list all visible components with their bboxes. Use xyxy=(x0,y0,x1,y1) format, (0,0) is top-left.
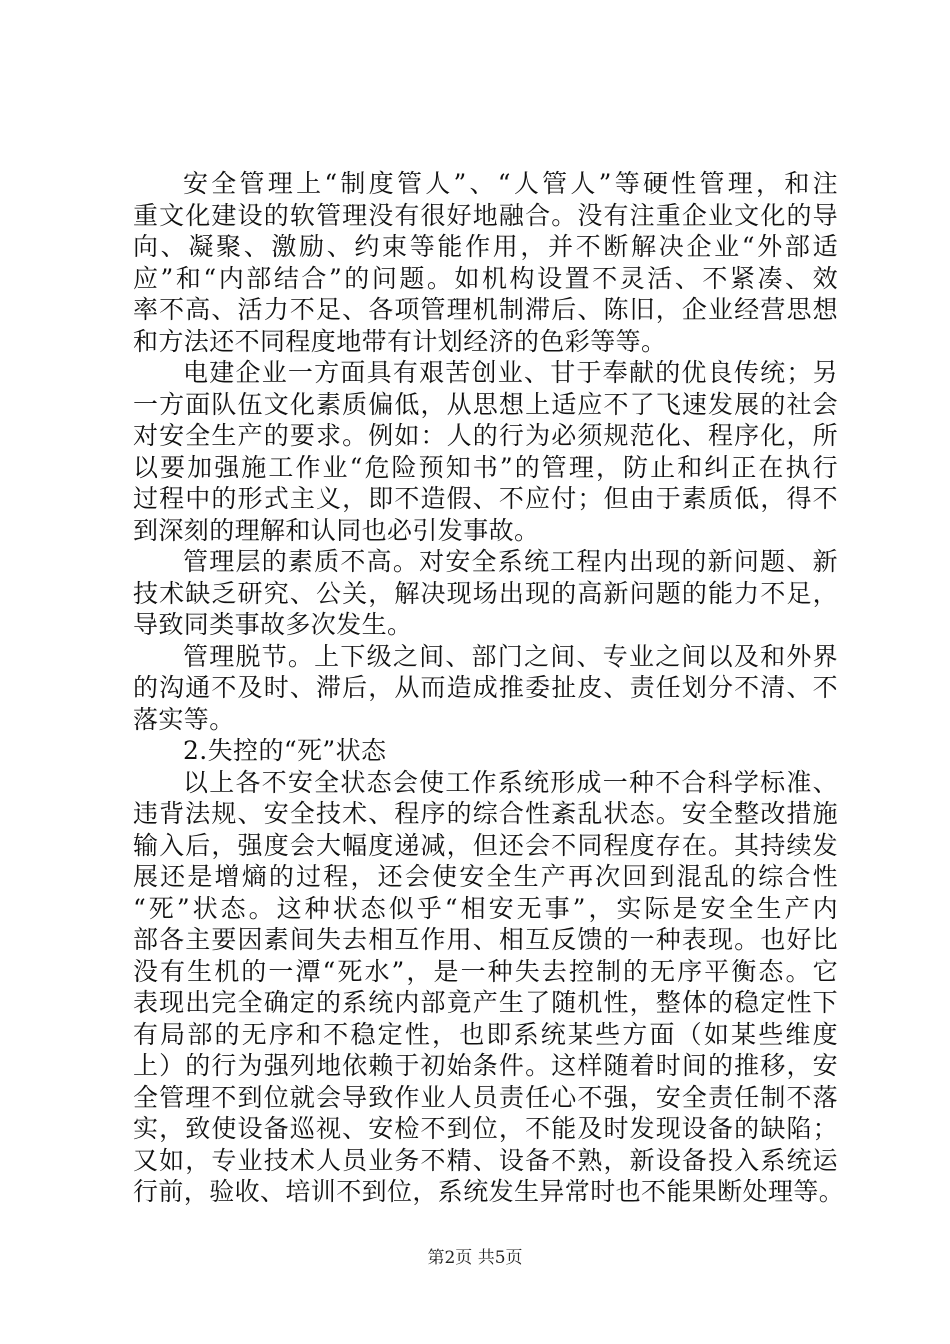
text-line: 实，致使设备巡视、安检不到位，不能及时发现设备的缺陷； xyxy=(133,1114,838,1143)
text-line: 没有生机的一潭“死水”，是一种失去控制的无序平衡态。它 xyxy=(133,956,838,986)
text-line: 展还是增熵的过程，还会使安全生产再次回到混乱的综合性 xyxy=(133,862,838,891)
text-line: 全管理不到位就会导致作业人员责任心不强，安全责任制不落 xyxy=(133,1082,838,1112)
text-line: 部各主要因素间失去相互作用、相互反馈的一种表现。也好比 xyxy=(133,925,838,954)
text-line: 落实等。 xyxy=(133,704,235,734)
text-line: 重文化建设的软管理没有很好地融合。没有注重企业文化的导 xyxy=(133,200,838,230)
text-line: 技术缺乏研究、公关，解决现场出现的高新问题的能力不足， xyxy=(133,578,838,608)
page-indicator: 第2页 共5页 xyxy=(427,1248,523,1268)
text-line: 行前，验收、培训不到位，系统发生异常时也不能果断处理等。 xyxy=(133,1177,845,1206)
text-line: 应”和“内部结合”的问题。如机构设置不灵活、不紧凑、效 xyxy=(133,263,838,293)
text-line: 以上各不安全状态会使工作系统形成一种不合科学标准、 xyxy=(183,767,838,797)
text-line: 电建企业一方面具有艰苦创业、甘于奉献的优良传统；另 xyxy=(183,358,838,387)
text-line: 上）的行为强列地依赖于初始条件。这样随着时间的推移，安 xyxy=(133,1051,838,1080)
text-line: 输入后，强度会大幅度递减，但还会不同程度存在。其持续发 xyxy=(133,830,838,860)
text-line: 管理层的素质不高。对安全系统工程内出现的新问题、新 xyxy=(183,547,838,576)
text-line: 对安全生产的要求。例如：人的行为必须规范化、程序化，所 xyxy=(133,421,838,450)
text-line: 一方面队伍文化素质偏低，从思想上适应不了飞速发展的社会 xyxy=(133,389,838,419)
text-line: 管理脱节。上下级之间、部门之间、专业之间以及和外界 xyxy=(183,641,838,671)
text-line: 违背法规、安全技术、程序的综合性紊乱状态。安全整改措施 xyxy=(133,799,838,828)
text-line: 到深刻的理解和认同也必引发事故。 xyxy=(133,515,540,545)
text-line: 向、凝聚、激励、约束等能作用，并不断解决企业“外部适 xyxy=(133,232,838,261)
text-line: 导致同类事故多次发生。 xyxy=(133,610,413,639)
text-line: 表现出完全确定的系统内部竟产生了随机性，整体的稳定性下 xyxy=(133,988,838,1017)
text-line: 过程中的形式主义，即不造假、不应付；但由于素质低，得不 xyxy=(133,484,838,513)
text-line: 有局部的无序和不稳定性，也即系统某些方面（如某些维度 xyxy=(133,1019,838,1049)
text-line: 率不高、活力不足、各项管理机制滞后、陈旧，企业经营思想 xyxy=(133,295,838,324)
text-line: 又如，专业技术人员业务不精、设备不熟，新设备投入系统运 xyxy=(133,1145,838,1175)
text-line: 和方法还不同程度地带有计划经济的色彩等等。 xyxy=(133,326,667,356)
text-line: “死”状态。这种状态似乎“相安无事”，实际是安全生产内 xyxy=(133,893,838,923)
text-line: 以要加强施工作业“危险预知书”的管理，防止和纠正在执行 xyxy=(133,452,838,482)
page-footer xyxy=(0,1243,950,1268)
document-body xyxy=(133,168,845,1208)
text-line: 安全管理上“制度管人”、“人管人”等硬性管理，和注 xyxy=(183,169,838,198)
section-heading: 2.失控的“死”状态 xyxy=(183,736,387,765)
text-line: 的沟通不及时、滞后，从而造成推委扯皮、责任划分不清、不 xyxy=(133,673,838,702)
